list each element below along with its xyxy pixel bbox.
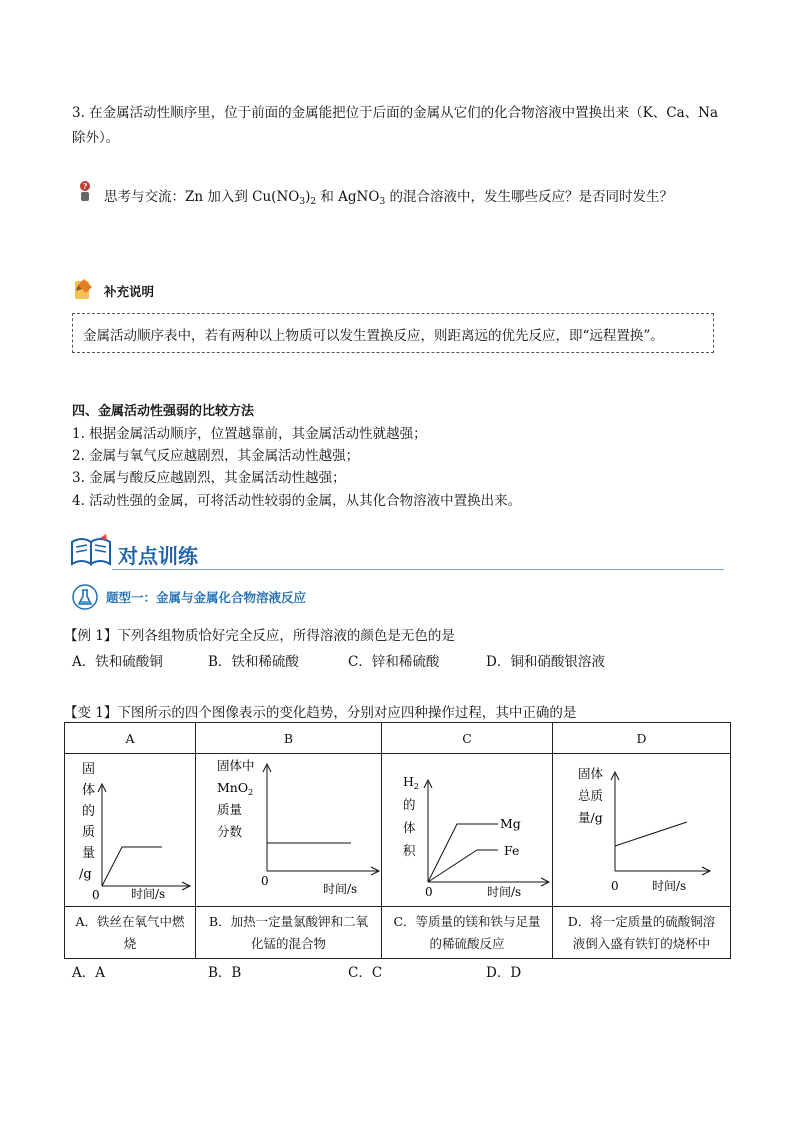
graph-c	[382, 754, 552, 903]
graph-c-label-mg: Mg	[500, 816, 521, 831]
open-book-icon	[70, 534, 112, 572]
think-discuss-text: 思考与交流：Zn 加入到 $Cu(NO_3)_2$ 和 AgNO$_3$ 的混合溶液中，发生哪些反应？是否同时发生？	[104, 189, 673, 207]
graph-c-origin: 0	[425, 885, 433, 899]
graph-c-series-fe	[428, 850, 498, 882]
graph-b-ylabel-2: 质量	[217, 802, 243, 817]
header-a: A	[65, 723, 196, 754]
graph-a-origin: 0	[92, 888, 100, 902]
graph-b-ylabel-3: 分数	[217, 824, 243, 839]
variant-1-option-d: D．D	[486, 965, 522, 981]
caption-c: C．等质量的镁和铁与足量 的稀硫酸反应	[382, 907, 553, 959]
supplement-text: 金属活动顺序表中，若有两种以上物质可以发生置换反应，则距离远的优先反应，即“远程置换”。	[83, 328, 664, 344]
graph-c-xlabel: 时间/s	[487, 885, 522, 899]
svg-text:?: ?	[82, 181, 88, 191]
section-4-item-2: 2. 金属与氧气反应越剧烈，其金属活动性越强；	[72, 448, 360, 464]
graph-d-cell	[553, 754, 731, 907]
supplement-title: 补充说明	[104, 284, 155, 299]
section-4-title: 四、金属活动性强弱的比较方法	[72, 404, 255, 419]
section-4-item-4: 4. 活动性强的金属，可将活动性较弱的金属，从其化合物溶液中置换出来。	[72, 493, 522, 509]
variant-1-question: 【变 1】下图所示的四个图像表示的变化趋势，分别对应四种操作过程，其中正确的是	[64, 705, 577, 721]
graph-b	[196, 754, 381, 903]
example-1-option-c: C．锌和稀硫酸	[348, 654, 440, 670]
graph-c-cell	[382, 754, 553, 907]
graph-d-xlabel: 时间/s	[652, 879, 687, 893]
graph-b-ylabel-0: 固体中	[217, 758, 255, 773]
flask-icon	[72, 584, 98, 614]
section-4-item-3: 3. 金属与酸反应越剧烈，其金属活动性越强；	[72, 470, 346, 486]
graph-d-origin: 0	[611, 879, 619, 893]
variant-1-option-a: A．A	[72, 965, 105, 981]
graph-c-ylabel-1: 的	[403, 797, 416, 812]
graph-c-series-mg	[428, 824, 498, 882]
caption-b: B．加热一定量氯酸钾和二氧 化锰的混合物	[196, 907, 382, 959]
example-1-option-a: A．铁和硫酸铜	[72, 654, 163, 670]
graph-a-ylabel-1: 体	[82, 783, 96, 798]
graph-a-cell	[65, 754, 196, 907]
caption-a: A．铁丝在氧气中燃 烧	[65, 907, 196, 959]
supplement-box	[72, 313, 714, 353]
example-1-question: 【例 1】下列各组物质恰好完全反应，所得溶液的颜色是无色的是	[64, 628, 455, 644]
paragraph-3-line-1: 3. 在金属活动性顺序里，位于前面的金属能把位于后面的金属从它们的化合物溶液中置换出来（K、Ca、Na	[72, 105, 718, 121]
section-4-item-1: 1. 根据金属活动顺序，位置越靠前，其金属活动性就越强；	[72, 426, 427, 442]
graph-d-curve	[615, 822, 687, 846]
training-divider	[112, 569, 724, 570]
graph-c-ylabel-3: 积	[403, 843, 416, 858]
graph-a-ylabel-4: 量	[82, 846, 96, 861]
graph-table	[64, 722, 731, 959]
graph-d-ylabel-1: 总质	[578, 788, 604, 803]
graph-c-ylabel-0: $H_2$	[403, 774, 419, 791]
paragraph-3-line-2: 除外）。	[72, 130, 120, 146]
variant-1-option-c: C．C	[348, 965, 383, 981]
caption-d: D．将一定质量的硫酸铜溶 液倒入盛有铁钉的烧杯中	[553, 907, 731, 959]
graph-b-cell	[196, 754, 382, 907]
graph-c-ylabel-2: 体	[403, 820, 416, 835]
variant-1-option-b: B．B	[208, 965, 242, 981]
pencil-note-icon	[72, 277, 94, 305]
graph-a-curve	[102, 847, 162, 886]
question-person-icon	[76, 180, 94, 206]
graph-d-ylabel-0: 固体	[578, 766, 604, 781]
graph-a	[65, 754, 195, 903]
graph-a-ylabel-3: 质	[82, 825, 96, 840]
example-1-option-d: D．铜和硝酸银溶液	[486, 654, 605, 670]
graph-a-ylabel-0: 固	[82, 762, 96, 777]
graph-a-xlabel: 时间/s	[131, 887, 166, 901]
graph-a-ylabel-2: 的	[82, 804, 96, 819]
example-1-option-b: B．铁和稀硫酸	[208, 654, 299, 670]
graph-b-origin: 0	[261, 874, 269, 888]
graph-b-ylabel-1: MnO$_2$	[217, 780, 254, 797]
graph-d-ylabel-2: 量/g	[578, 810, 603, 825]
header-b: B	[196, 723, 382, 754]
graph-b-xlabel: 时间/s	[323, 882, 358, 896]
graph-c-label-fe: Fe	[504, 843, 520, 858]
topic-1-title: 题型一：金属与金属化合物溶液反应	[106, 590, 307, 605]
header-c: C	[382, 723, 553, 754]
training-title: 对点训练	[118, 544, 198, 568]
graph-d	[553, 754, 730, 903]
header-d: D	[553, 723, 731, 754]
graph-a-ylabel-5: /g	[79, 867, 92, 882]
